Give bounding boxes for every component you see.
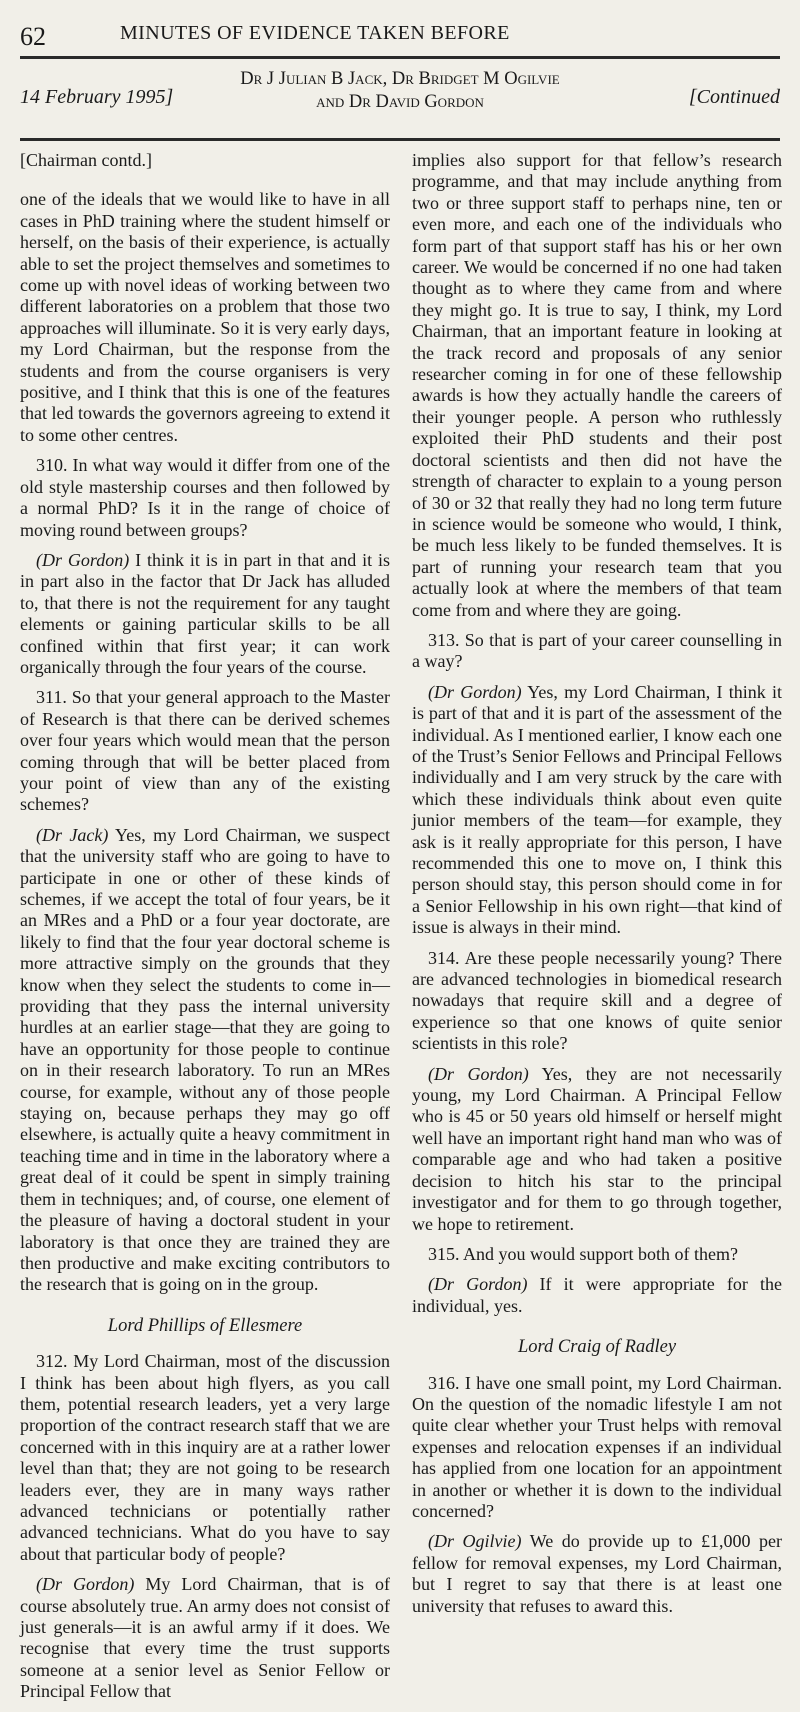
continued-marker: [Continued [688, 86, 780, 108]
answer-paragraph [20, 825, 390, 1296]
answer-text: Yes, my Lord Chairman, I think it is part of that and it is part of the assessment of the individual. As I mentioned earlier, I know each one of the Trust’s Senior Fellows and Principal Fellows individually and I am very struck by the care with which these individuals think about even quite junior members of the team—for example, they ask is it really appropriate for this person, I have recommended this one to move on, I think this person should stay, this person should come in for a Senior Fellowship in his own right—that kind of issue is always in their mind. [412, 681, 783, 938]
answer-paragraph [412, 1274, 782, 1317]
paragraph: implies also support for that fellow’s research programme, and that may include anything from two or three support staff to perhaps nine, ten or even more, and each one of the individuals who form part of that support staff has his or her own career. We would be concerned if no one had taken thought as to where they came from and where they might go. It is true to say, I think, my Lord Chairman, that an important feature in looking at the track record and proposals of any senior researcher coming in for one of these fellowship awards is how they actually handle the careers of their younger people. A person who ruthlessly exploited their PhD students and their post doctoral scientists and then did not have the strength of character to explain to a young person of 30 or 32 that really they had no long term future in science would be someone who would, I think, be much less likely to be funded themselves. It is part of running your research team that you actually look at where the members of that team come from and where they are going. [412, 150, 782, 620]
paragraph: one of the ideals that we would like to have in all cases in PhD training where the student himself or herself, on the basis of their experience, is actually able to set the project themselves and sometimes to come up with novel ideas of working between two different laboratories on a problem that those two approaches will illuminate. So it is very early days, my Lord Chairman, but the response from the students and from the course organisers is very positive, and I think that this is one of the features that led towards the governors agreeing to extend it to some other centres. [20, 189, 390, 445]
answer-text: We do provide up to £1,000 per fellow for removal expenses, my Lord Chairman, but I regret to say that there is at least one university that refuses to award this. [412, 1531, 782, 1616]
page-number: 62 [20, 22, 46, 51]
witness-line-1: Dr J Julian B Jack, Dr Bridget M Ogilvie [240, 69, 560, 89]
witness-line-2: and Dr David Gordon [316, 92, 484, 112]
running-title: MINUTES OF EVIDENCE TAKEN BEFORE [120, 22, 510, 44]
witness-header [20, 64, 780, 132]
speaker-name: (Dr Gordon) [36, 1574, 135, 1595]
answer-paragraph [412, 1531, 782, 1617]
speaker-name: (Dr Ogilvie) [428, 1531, 522, 1552]
page-header [20, 22, 780, 58]
speaker-name: (Dr Gordon) [428, 1063, 529, 1084]
question-313: 313. So that is part of your career counselling in a way? [412, 629, 782, 672]
answer-paragraph [412, 1064, 782, 1235]
left-column [20, 150, 390, 1712]
subheader-rule [20, 138, 780, 141]
speaker-name: (Dr Gordon) [428, 1274, 528, 1295]
questioner-heading: Lord Craig of Radley [517, 1337, 677, 1358]
right-column [412, 150, 782, 1626]
answer-paragraph [412, 682, 782, 939]
answer-text: Yes, they are not necessarily young, my Lord Chairman. A Principal Fellow who is 45 or 50 years old himself or herself might well have an important right hand man who was of comparable age and who had taken a positive decision to hitch his star to the principal investigator and for them to go through together, we hope to retirement. [412, 1063, 782, 1234]
answer-text: Yes, my Lord Chairman, we suspect that the university staff who are going to have to participate in one or other of these kinds of schemes, if we accept the total of four years, be it an MRes and a PhD or a four year doctorate, are likely to find that the four year doctoral scheme is more attractive simply on the grounds that they know when they select the students to come in—providing that they pass the internal university hurdles at an earlier stage—that they are going to have an opportunity for those people to continue on in their research laboratory. To run an MRes course, for example, without any of those people staying on, because perhaps they may go off elsewhere, is actually quite a heavy commitment in teaching time and in time in the laboratory where a great deal of it could be spent in simply training them in techniques; and, of course, one element of the pleasure of having a doctoral student in your laboratory is that once they are trained they are then productive and make exciting contributors to the research that is going on in the group. [20, 824, 390, 1295]
answer-text: If it were appropriate for the individual, yes. [412, 1274, 782, 1316]
question-312: 312. My Lord Chairman, most of the discussion I think has been about high flyers, as you call them, potential research leaders, yet a very large proportion of the contract research staff that we are concerned with in this inquiry are at a rather lower level than that; they are not going to be research leaders ever, they are in many ways rather advanced technicians or potentially rather advanced technicians. What do you have to say about that particular body of people? [20, 1351, 390, 1564]
question-316: 316. I have one small point, my Lord Chairman. On the question of the nomadic lifestyle I am not quite clear whether your Trust helps with removal expenses and relocation expenses if an individual has applied from one location for an appointment in another or whether it is down to the individual concerned? [412, 1372, 782, 1521]
witness-names [210, 68, 590, 114]
question-310: 310. In what way would it differ from one of the old style mastership courses and then followed by a normal PhD? Is it in the range of choice of moving round between groups? [20, 455, 390, 540]
answer-paragraph [20, 550, 390, 678]
question-311: 311. So that your general approach to the Master of Research is that there can be derived schemes over four years which would mean that the person coming through that will be better placed from your point of view than any of the existing schemes? [20, 687, 390, 815]
speaker-name: (Dr Jack) [36, 824, 109, 845]
header-rule [20, 56, 780, 59]
answer-text: I think it is in part in that and it is in part also in the factor that Dr Jack has alluded to, that there is not the requirement for any taught elements or gaining particular skills to be all confined within that first year; it can work organically through the four years of the course. [20, 549, 390, 677]
answer-text: My Lord Chairman, that is of course absolutely true. An army does not consist of just generals—it is an awful army if it does. We recognise that every time the trust supports someone at a senior level as Senior Fellow or Principal Fellow that [20, 1574, 390, 1702]
session-date: 14 February 1995] [20, 86, 174, 108]
questioner-heading: Lord Phillips of Ellesmere [107, 1315, 303, 1336]
speaker-name: (Dr Gordon) [428, 681, 522, 702]
question-315: 315. And you would support both of them? [428, 1243, 738, 1264]
continuation-label: [Chairman contd.] [20, 150, 152, 170]
answer-paragraph [20, 1574, 390, 1702]
speaker-name: (Dr Gordon) [36, 549, 130, 570]
question-314: 314. Are these people necessarily young? There are advanced technologies in biomedical research nowadays that require skill and a degree of experience so that one knows of quite senior scientists in this role? [412, 947, 782, 1054]
